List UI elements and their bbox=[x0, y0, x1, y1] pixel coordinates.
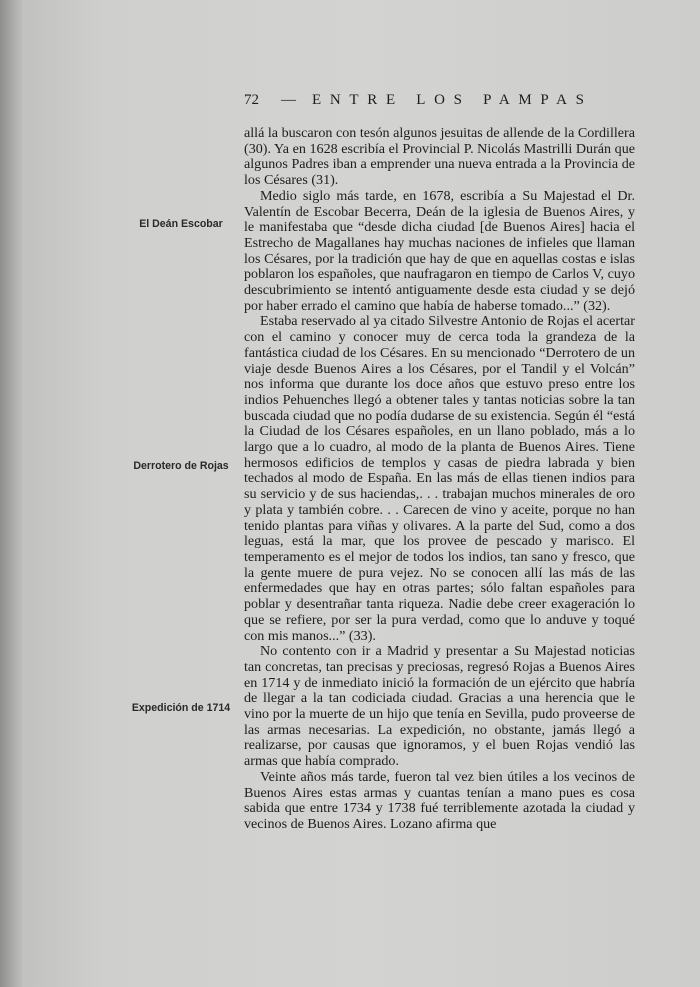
margin-note-derrotero-rojas: Derrotero de Rojas bbox=[133, 460, 229, 472]
paragraph: allá la buscaron con tesón algunos jesuitas de allende de la Cordillera (30). Ya en 1628 escribía el Provincial P. Nicolás Mastrilli Durán que algunos Padres iban a emprender una nueva entrada a la Provincia de los Césares (31). bbox=[244, 125, 635, 189]
header-separator: — bbox=[281, 92, 296, 108]
margin-note-dean-escobar: El Deán Escobar bbox=[139, 218, 223, 230]
paragraph: Veinte años más tarde, fueron tal vez bien útiles a los vecinos de Buenos Aires estas armas y cuantas tenían a mano pues es cosa sabida que entre 1734 y 1738 fué terriblemente azotada la ciudad y vecinos de Buenos Aires. Lozano afirma que bbox=[244, 768, 635, 832]
page-number: 72 bbox=[244, 92, 259, 108]
paragraph: Medio siglo más tarde, en 1678, escribía a Su Majestad el Dr. Valentín de Escobar Becerra, Deán de la iglesia de Buenos Aires, y le manifestaba que “desde dicha ciudad [de Buenos Aires] hacia el Estrecho de Magallanes hay muchas naciones de infieles que llaman los Césares, por la tradición que hay de que en aquellas costas e islas poblaron los españoles, que naufragaron en tiempo de Carlos V, cuyo descubrimiento se intentó antiguamente desde esta ciudad y se dejó por haber errado el camino que había de haberse tomado...” (32). bbox=[244, 187, 635, 314]
paragraph: No contento con ir a Madrid y presentar a Su Majestad noticias tan concretas, tan precisas y preciosas, regresó Rojas a Buenos Aires en 1714 y de inmediato inició la formación de un ejército que habría de llegar a la tan codiciada ciudad. Gracias a una herencia que le vino por la muerte de un hijo que tenía en Sevilla, pudo proveerse de las armas necesarias. La expedición, no obstante, jamás llegó a realizarse, por causas que ignoramos, y el buen Rojas vendió las armas que había comprado. bbox=[244, 643, 635, 770]
body-text bbox=[244, 126, 635, 833]
margin-note-expedicion-1714: Expedición de 1714 bbox=[131, 702, 231, 714]
book-spine-shadow bbox=[0, 0, 22, 987]
paragraph: Estaba reservado al ya citado Silvestre Antonio de Rojas el acertar con el camino y conocer muy de cerca toda la grandeza de la fantástica ciudad de los Césares. En su mencionado “Derrotero de un viaje desde Buenos Aires a los Césares, por el Tandil y el Volcán” nos informa que durante los doce años que estuvo preso entre los indios Pehuenches llegó a obtener tales y tantas noticias sobre la tan buscada ciudad que no podía dudarse de su existencia. Según él “está la Ciudad de los Césares españoles, en un llano poblado, más a lo largo que a lo cuadro, al modo de la planta de Buenos Aires. Tiene hermosos edificios de templos y casas de piedra labrada y bien techados al modo de España. En las más de ellas tienen indios para su servicio y de sus haciendas,. . . trabajan muchos minerales de oro y plata y también cobre. . . Carecen de vino y aceite, porque no han tenido plantas para viñas y olivares. A la parte del Sud, como a dos leguas, está la mar, que los provee de pescado y marisco. El temperamento es el mejor de todos los indios, tan sano y fresco, que la gente muere de pura vejez. No se conocen allí las más de las enfermedades que hay en otras partes; sólo faltan españoles para poblar y desentrañar tanta riqueza. Nadie debe creer exageración lo que se refiere, por ser la pura verdad, como que lo anduve y toqué con mis manos...” (33). bbox=[244, 313, 635, 644]
running-title: ENTRE LOS PAMPAS bbox=[312, 92, 593, 108]
running-header bbox=[244, 92, 640, 109]
